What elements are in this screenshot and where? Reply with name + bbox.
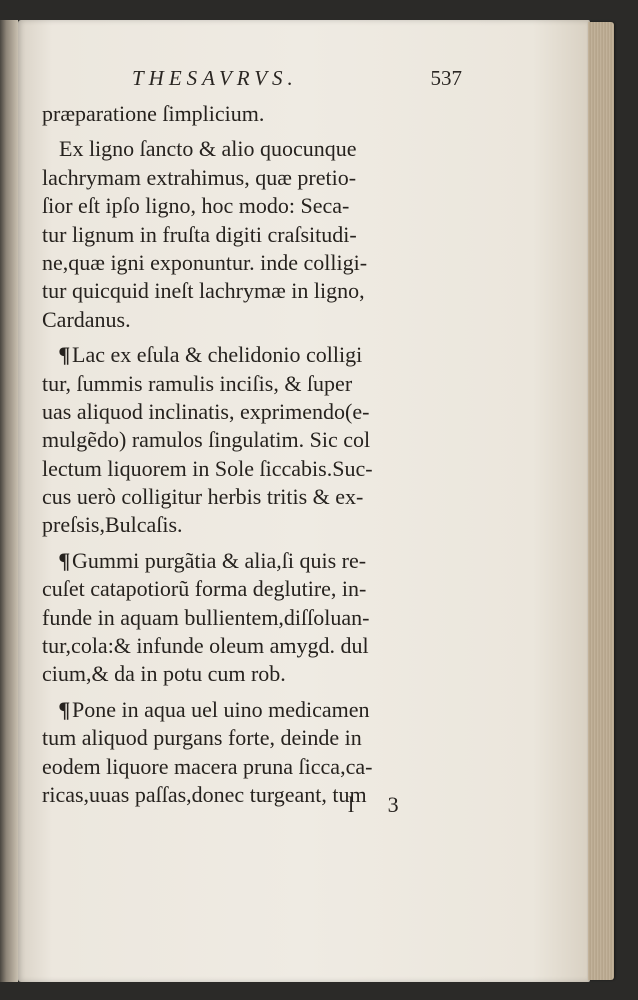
text-line-content: Pone in aqua uel uino medicamen: [72, 696, 370, 722]
running-head-title: THESAVRVS.: [132, 66, 298, 90]
text-line: ne,quæ igni exponuntur. inde colligi-: [42, 249, 368, 275]
text-line: funde in aquam bullientem,diſſoluan-: [42, 604, 370, 630]
text-line: tur lignum in fruſta digiti craſsitudi-: [42, 221, 357, 247]
text-line: [42, 696, 462, 724]
page-number: 537: [430, 66, 462, 90]
paragraph-mark-icon: ¶: [59, 696, 70, 722]
page-fore-edge: [588, 22, 614, 980]
signature-mark: l 3: [348, 792, 413, 817]
left-page-edge: [0, 20, 18, 982]
text-line: mulgẽdo) ramulos ſingulatim. Sic col: [42, 427, 371, 453]
running-head: [132, 66, 462, 94]
text-line: [42, 547, 462, 575]
text-line: tur, ſummis ramulis inciſis, & ſuper: [42, 370, 353, 396]
text-line: uas aliquod inclinatis, exprimendo(e-: [42, 398, 370, 424]
text-line: tur,cola:& infunde oleum amygd. dul: [42, 633, 369, 659]
paragraph-mark-icon: ¶: [59, 547, 70, 573]
text-line: Cardanus.: [42, 306, 131, 332]
text-line: cium,& da in potu cum rob.: [42, 661, 286, 687]
text-line: Ex ligno ſancto & alio quocunque: [59, 136, 357, 162]
body-text: [42, 100, 462, 809]
text-line: lectum liquorem in Sole ſiccabis.Suc-: [42, 455, 373, 481]
text-line: tum aliquod purgans forte, deinde in: [42, 725, 362, 751]
text-line: eodem liquore macera pruna ſicca,ca-: [42, 753, 373, 779]
text-line: cuſet catapotiorũ forma deglutire, in-: [42, 576, 367, 602]
text-line: lachrymam extrahimus, quæ pretio-: [42, 164, 357, 190]
text-line: preſsis,Bulcaſis.: [42, 512, 183, 538]
text-line: tur quicquid ineſt lachrymæ in ligno,: [42, 278, 365, 304]
text-line: [42, 341, 462, 369]
paragraph-mark-icon: ¶: [59, 342, 70, 368]
text-line-content: Gummi purgãtia & alia,ſi quis re-: [72, 547, 367, 573]
text-line: cus uerò colligitur herbis tritis & ex-: [42, 484, 364, 510]
text-line: ricas,uuas paſſas,donec turgeant, tum: [42, 781, 367, 807]
text-line-content: Lac ex eſula & chelidonio colligi: [72, 342, 363, 368]
text-line: præparatione ſimplicium.: [42, 101, 265, 126]
text-line: ſior eſt ipſo ligno, hoc modo: Seca-: [42, 193, 350, 219]
